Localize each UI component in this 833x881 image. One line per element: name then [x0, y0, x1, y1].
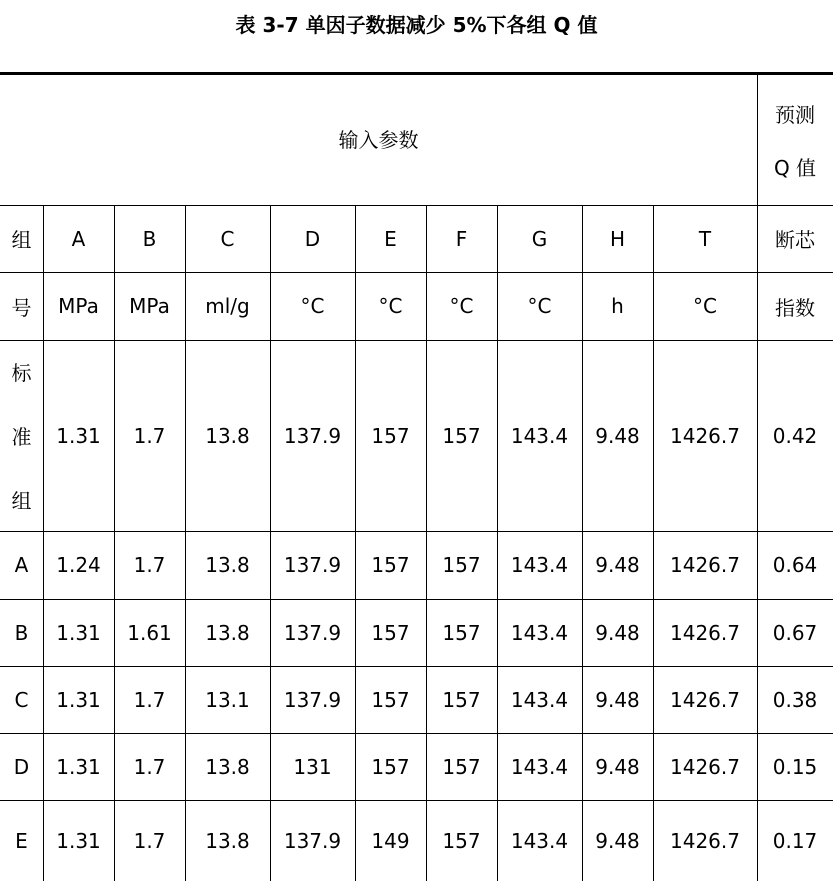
table-cell: 1.7	[133, 553, 166, 577]
param-name-cell: A	[71, 226, 86, 251]
table-cell: 9.48	[595, 828, 640, 853]
table-cell: 0.17	[772, 828, 818, 853]
table-cell: 149	[371, 828, 410, 853]
table-cell: 1.31	[56, 687, 101, 712]
param-unit-cell: °C	[449, 294, 474, 318]
table-cell: 1.31	[56, 754, 101, 779]
table-cell: 9.48	[595, 620, 640, 645]
table-cell: 143.4	[510, 620, 569, 645]
standard-row-cell: 157	[442, 423, 481, 448]
table-cell: 137.9	[283, 620, 342, 645]
standard-row-cell: 1.7	[133, 423, 166, 448]
table-cell: 143.4	[510, 828, 569, 853]
standard-row-cell: 1426.7	[670, 423, 740, 448]
table-cell: 13.1	[205, 687, 250, 712]
table-cell: 157	[371, 620, 410, 645]
table-cell: 157	[442, 620, 481, 645]
table-cell: 1426.7	[670, 687, 740, 712]
table-cell: 1.61	[127, 620, 172, 645]
table-cell: 1426.7	[670, 553, 740, 577]
param-name-cell: T	[698, 226, 712, 251]
table-cell: 1.24	[56, 553, 101, 577]
table-cell: 157	[442, 687, 481, 712]
table-cell: 1426.7	[670, 620, 740, 645]
table-cell: 157	[371, 754, 410, 779]
row-group-label: E	[15, 828, 28, 853]
standard-group-label-char: 组	[11, 488, 32, 513]
param-unit-cell: °C	[300, 294, 325, 318]
param-name-cell: G	[531, 226, 548, 251]
param-unit-cell: °C	[378, 294, 403, 318]
table-cell: 157	[442, 828, 481, 853]
standard-row-cell: 9.48	[595, 423, 640, 448]
table-cell: 13.8	[205, 553, 250, 577]
param-unit-cell: h	[611, 294, 624, 318]
table-cell: 13.8	[205, 828, 250, 853]
group-number-header-line: 号	[11, 295, 32, 320]
row-group-label: A	[14, 553, 29, 577]
param-name-cell: H	[609, 226, 626, 251]
standard-group-label-char: 标	[11, 361, 32, 386]
row-group-label: B	[14, 620, 29, 645]
table-cell: 13.8	[205, 754, 250, 779]
table-cell: 1426.7	[670, 754, 740, 779]
standard-row-cell: 1.31	[56, 423, 101, 448]
table-cell: 137.9	[283, 828, 342, 853]
table-cell: 13.8	[205, 620, 250, 645]
predicted-q-header	[757, 75, 833, 205]
core-break-index-header	[757, 205, 833, 340]
input-params-header: 输入参数	[338, 128, 419, 152]
standard-group-label	[0, 340, 43, 531]
table-cell: 137.9	[283, 553, 342, 577]
standard-row-cell: 137.9	[283, 423, 342, 448]
table-cell: 9.48	[595, 754, 640, 779]
table-cell: 157	[442, 553, 481, 577]
table-cell: 143.4	[510, 687, 569, 712]
table-cell: 9.48	[595, 687, 640, 712]
standard-row-cell: 0.42	[772, 423, 818, 448]
table-cell: 143.4	[510, 553, 569, 577]
row-group-label: D	[13, 754, 30, 779]
standard-row-cell: 157	[371, 423, 410, 448]
standard-row-cell: 143.4	[510, 423, 569, 448]
row-group-label: C	[14, 687, 29, 712]
table-cell: 157	[442, 754, 481, 779]
param-unit-cell: °C	[527, 294, 552, 318]
table-cell: 0.38	[772, 687, 818, 712]
param-name-cell: C	[220, 226, 235, 251]
table-cell: 157	[371, 687, 410, 712]
core-break-index-header-line: 指数	[775, 295, 815, 320]
table-cell: 143.4	[510, 754, 569, 779]
param-name-cell: B	[142, 226, 157, 251]
predicted-q-header-line: Q 值	[773, 156, 817, 180]
table-cell: 1.7	[133, 687, 166, 712]
standard-row-cell: 13.8	[205, 423, 250, 448]
table-title: 表 3-7 单因子数据减少 5%下各组 Q 值	[235, 13, 598, 37]
param-unit-cell: ml/g	[205, 294, 250, 318]
param-name-cell: F	[455, 226, 468, 251]
table-cell: 1.31	[56, 828, 101, 853]
predicted-q-header-line: 预测	[775, 103, 815, 127]
param-unit-cell: MPa	[58, 294, 99, 318]
param-name-cell: E	[384, 226, 397, 251]
table-cell: 131	[293, 754, 332, 779]
param-unit-cell: °C	[693, 294, 717, 318]
group-number-header	[0, 205, 43, 340]
table-cell: 1.7	[133, 828, 166, 853]
table-cell: 0.64	[772, 553, 818, 577]
param-unit-cell: MPa	[129, 294, 170, 318]
table-cell: 0.67	[772, 620, 818, 645]
table-cell: 1.31	[56, 620, 101, 645]
table-cell: 1.7	[133, 754, 166, 779]
table-cell: 137.9	[283, 687, 342, 712]
table-cell: 1426.7	[670, 828, 740, 853]
param-name-cell: D	[304, 226, 321, 251]
group-number-header-line: 组	[11, 228, 32, 253]
table-cell: 9.48	[595, 553, 640, 577]
table-cell: 0.15	[772, 754, 818, 779]
core-break-index-header-line: 断芯	[775, 228, 815, 253]
table-cell: 157	[371, 553, 410, 577]
standard-group-label-char: 准	[11, 424, 32, 449]
